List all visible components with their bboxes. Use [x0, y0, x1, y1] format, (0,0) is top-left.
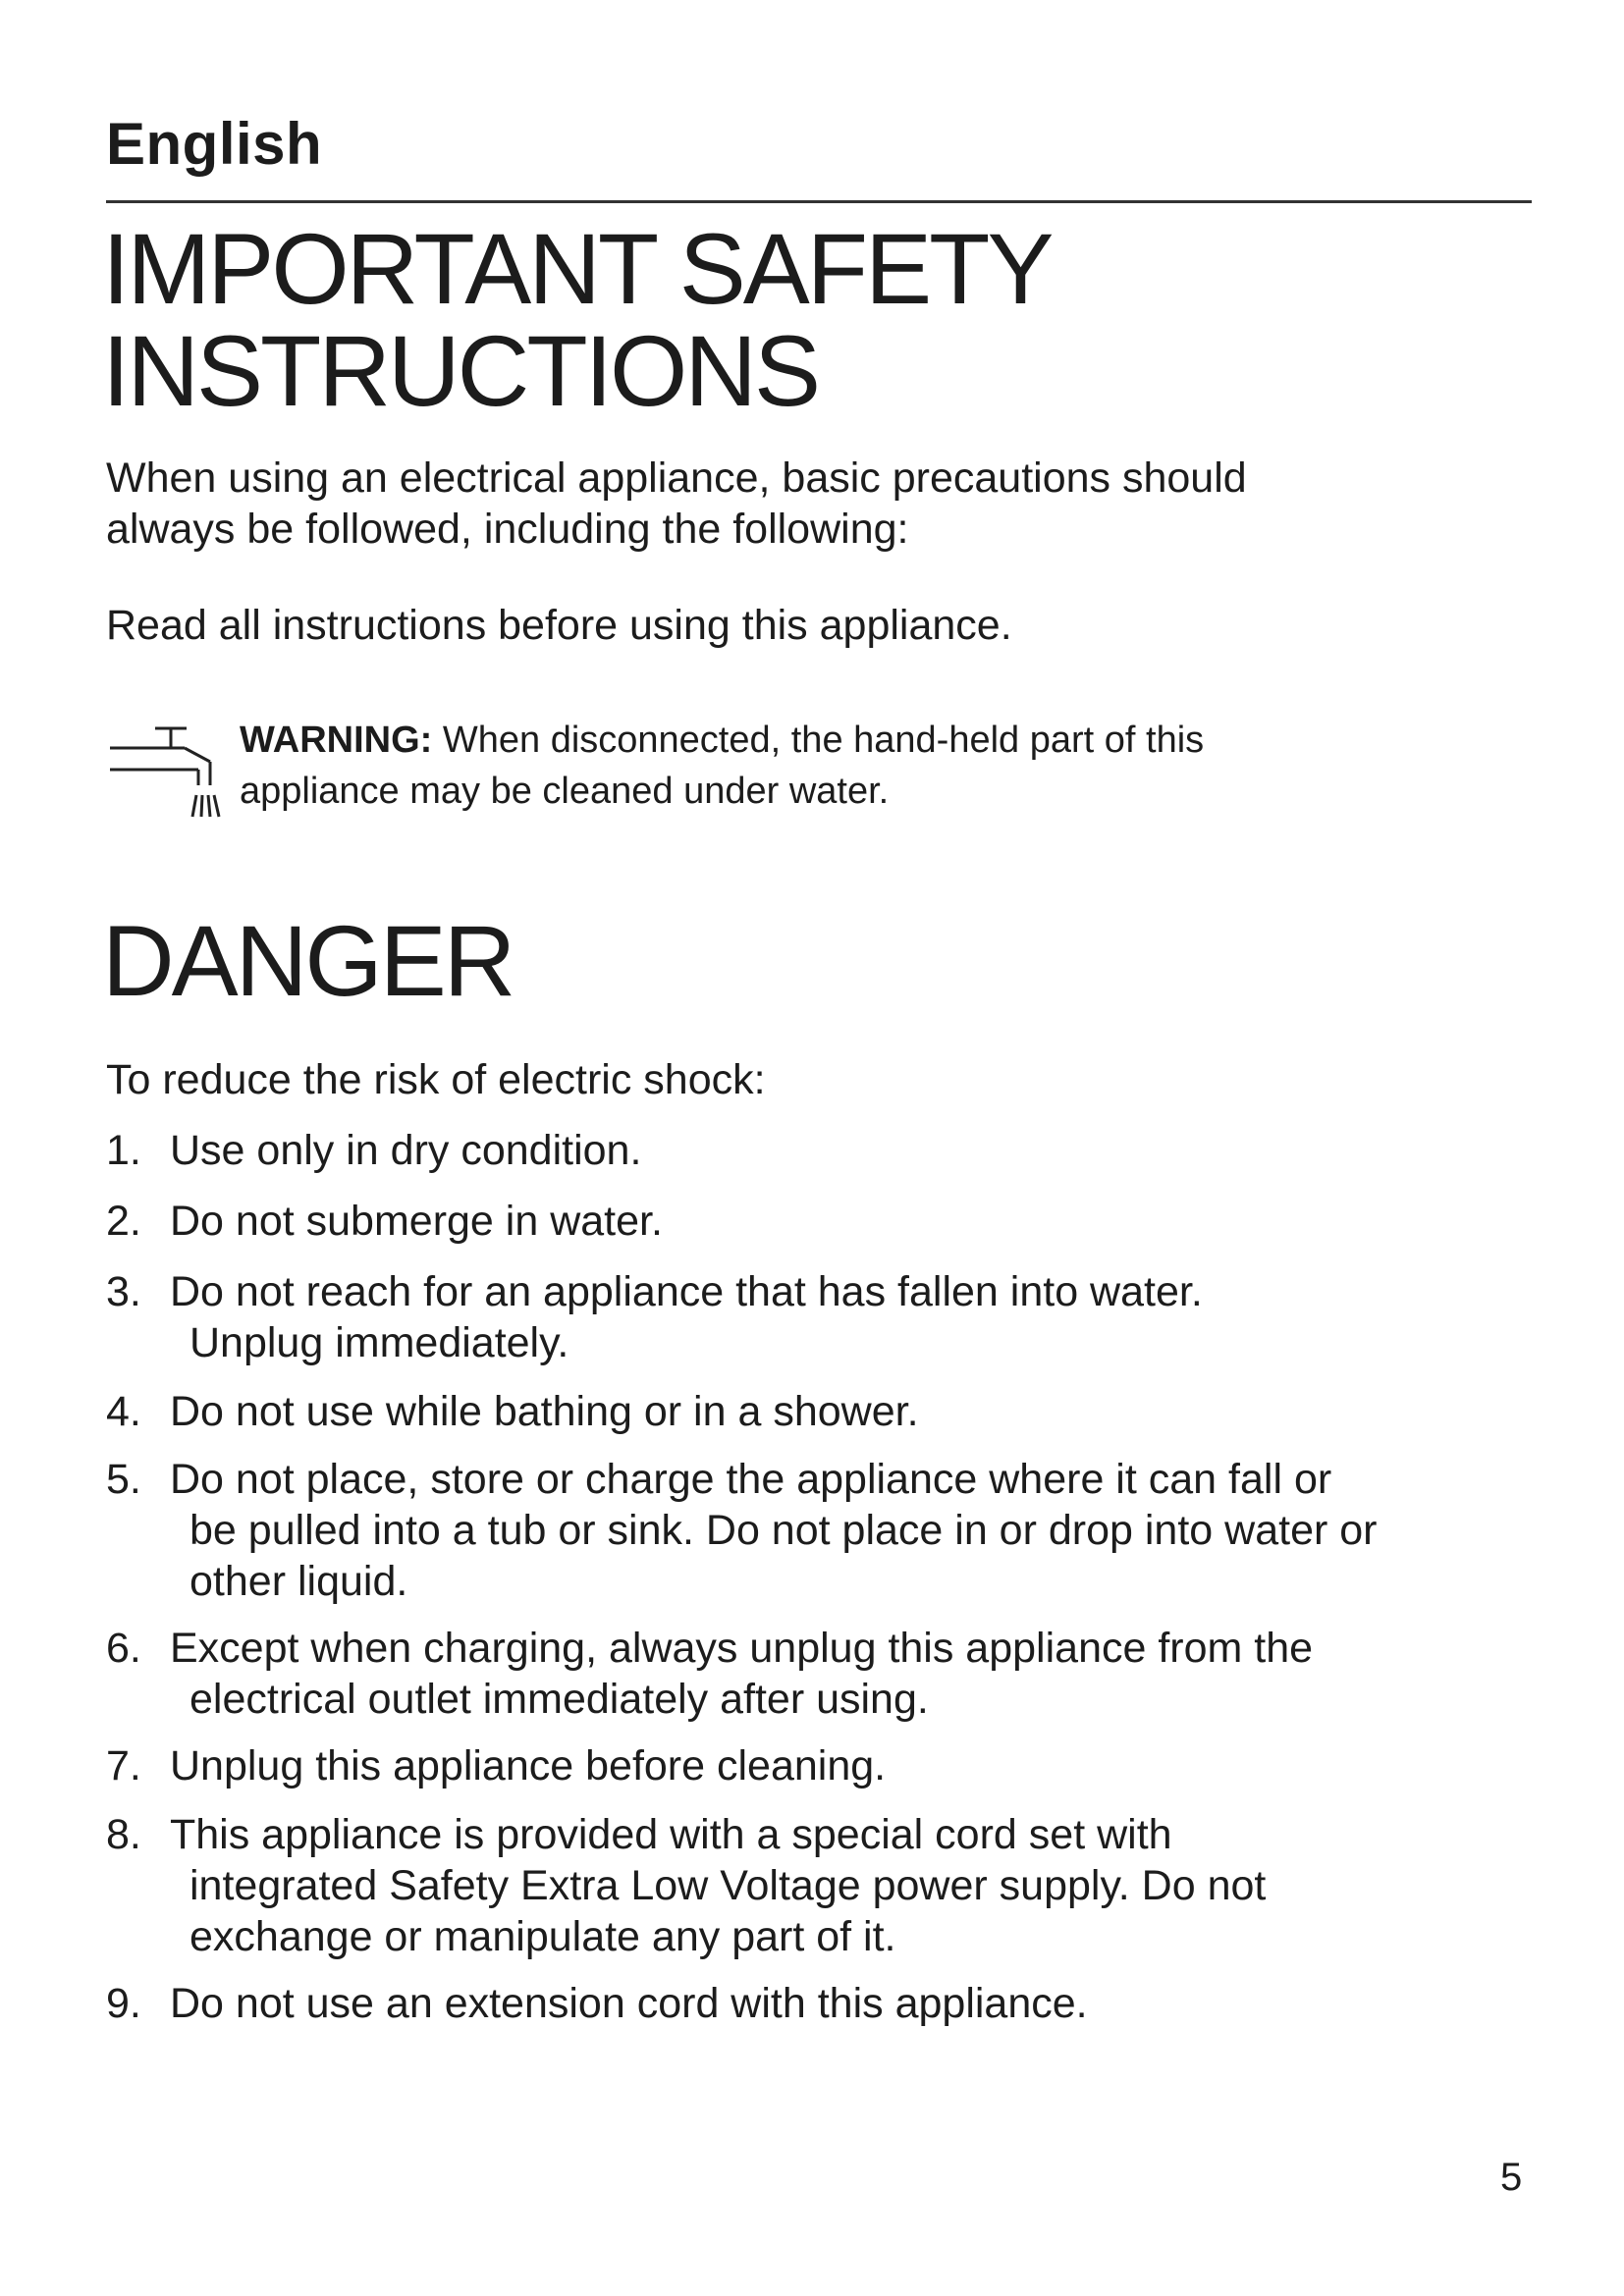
list-item-text — [170, 1809, 1540, 1962]
list-item-line: be pulled into a tub or sink. Do not place in or drop into water or — [189, 1507, 1378, 1554]
danger-heading: DANGER — [102, 905, 514, 1017]
page-title-line: INSTRUCTIONS — [102, 315, 818, 427]
list-item — [106, 1809, 1540, 1962]
list-item — [106, 1740, 1540, 1791]
list-item-line: other liquid. — [189, 1558, 408, 1605]
water-tap-icon — [106, 722, 224, 830]
list-item-line: Do not submerge in water. — [170, 1198, 663, 1245]
list-item-text — [170, 1454, 1540, 1607]
list-item-text — [170, 1125, 1540, 1176]
list-item-text — [170, 1196, 1540, 1247]
list-item — [106, 1266, 1540, 1368]
intro-line: always be followed, including the following: — [106, 506, 909, 553]
list-item-line: exchange or manipulate any part of it. — [189, 1913, 896, 1960]
list-item-number: 4. — [106, 1388, 141, 1435]
list-item-number: 7. — [106, 1742, 141, 1789]
warning-line: appliance may be cleaned under water. — [240, 771, 890, 812]
list-item-line: electrical outlet immediately after using. — [189, 1676, 929, 1723]
danger-list — [106, 1125, 1540, 2029]
list-item-number: 1. — [106, 1127, 141, 1174]
list-item-text — [170, 1266, 1540, 1368]
list-item-line: Do not use while bathing or in a shower. — [170, 1388, 919, 1435]
list-item-line: Unplug immediately. — [189, 1319, 569, 1366]
intro-line: When using an electrical appliance, basic precautions should — [106, 454, 1247, 502]
list-item-number: 5. — [106, 1456, 141, 1503]
warning-label: WARNING: — [240, 720, 433, 761]
page-title — [102, 213, 1052, 427]
list-item — [106, 1978, 1540, 2029]
warning-line: When disconnected, the hand-held part of this — [442, 720, 1205, 761]
list-item-line: Do not reach for an appliance that has fallen into water. — [170, 1268, 1203, 1315]
list-item-text — [170, 1386, 1540, 1437]
list-item-number: 8. — [106, 1811, 141, 1858]
list-item-line: Use only in dry condition. — [170, 1127, 642, 1174]
list-item — [106, 1623, 1540, 1725]
list-item-number: 6. — [106, 1625, 141, 1672]
list-item-line: integrated Safety Extra Low Voltage power supply. Do not — [189, 1862, 1267, 1909]
list-item-text — [170, 1623, 1540, 1725]
list-item-line: Do not place, store or charge the appliance where it can fall or — [170, 1456, 1332, 1503]
heading-divider — [106, 200, 1532, 203]
danger-intro: To reduce the risk of electric shock: — [106, 1056, 766, 1103]
page-number: 5 — [1500, 2156, 1523, 2199]
list-item — [106, 1196, 1540, 1247]
list-item — [106, 1125, 1540, 1176]
list-item — [106, 1386, 1540, 1437]
language-heading: English — [106, 111, 323, 177]
list-item-number: 3. — [106, 1268, 141, 1315]
list-item-number: 2. — [106, 1198, 141, 1245]
list-item-line: Except when charging, always unplug this appliance from the — [170, 1625, 1314, 1672]
list-item-line: Do not use an extension cord with this appliance. — [170, 1980, 1088, 2027]
list-item-text — [170, 1740, 1540, 1791]
list-item — [106, 1454, 1540, 1607]
read-instructions-text: Read all instructions before using this appliance. — [106, 602, 1012, 649]
intro-paragraph — [106, 453, 1247, 555]
page-title-line: IMPORTANT SAFETY — [102, 213, 1052, 325]
list-item-line: This appliance is provided with a special cord set with — [170, 1811, 1172, 1858]
list-item-number: 9. — [106, 1980, 141, 2027]
list-item-text — [170, 1978, 1540, 2029]
warning-text — [240, 715, 1204, 817]
list-item-line: Unplug this appliance before cleaning. — [170, 1742, 887, 1789]
